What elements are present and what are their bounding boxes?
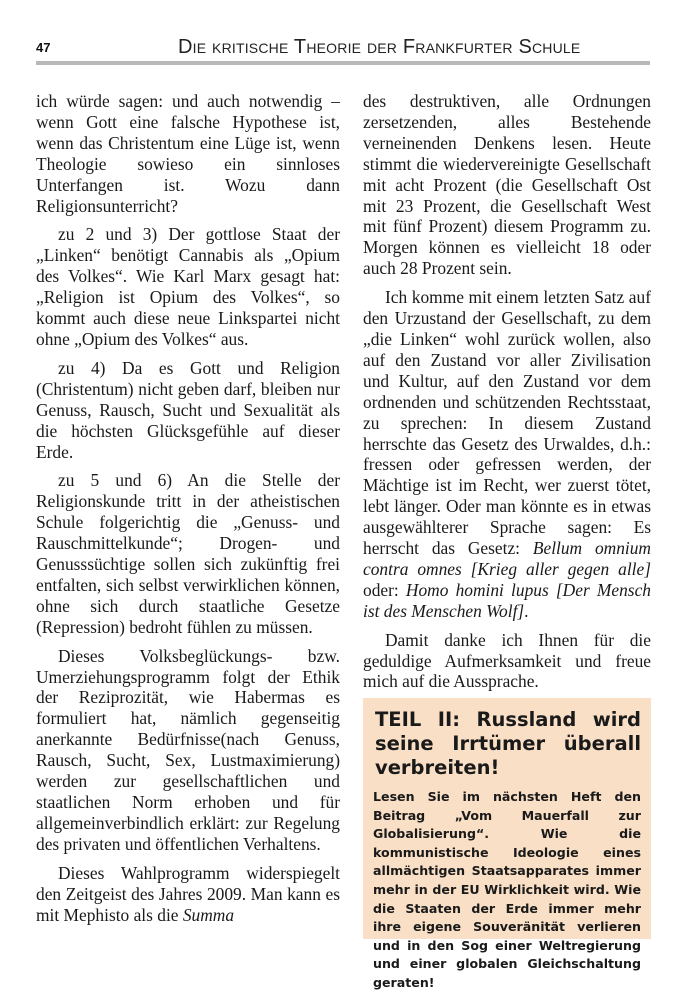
sentence-end: . <box>524 600 529 621</box>
header-rule <box>36 61 650 65</box>
paragraph: Dieses Volksbeglückungs- bzw. Umerziehungsprogramm folgt der Ethik der Reziprozität, wie Habermas es formuliert hat, nämlich gegenseitig anerkannte Bedürfnisse(nach Genuss, Rausch, Sucht, Sex, Lustmaximierung) werden zur gesellschaftlichen und staatlichen Norm erhoben und für allgemeinverbindlich erklärt: zur Regelung des privaten und öffentlichen Verhaltens. <box>36 645 340 854</box>
paragraph: zu 4) Da es Gott und Religion (Christentum) nicht geben darf, bleiben nur Genuss, Rausch, Sucht und Sexualität als die höchsten Glücksgefühle auf dieser Erde. <box>36 357 340 462</box>
paragraph: des destruktiven, alle Ordnungen zersetzenden, alles Bestehende verneinenden Denkens lesen. Heute stimmt die wiedervereinigte Gesellschaft mit acht Prozent (die Gesellschaft Ost mit 23 Prozent, die Gesellschaft West mit fünf Prozent) diesem Programm zu. Morgen können es vielleicht 18 oder auch 28 Prozent sein. <box>363 91 651 279</box>
paragraph-text: Dieses Wahlprogramm widerspiegelt den Zeitgeist des Jahres 2009. Man kann es mit Mephisto als die <box>36 862 340 925</box>
latin-quote-1: Bellum omnium contra omnes [Krieg aller gegen alle] <box>363 538 651 579</box>
teaser-box <box>363 698 651 990</box>
latin-quote-2: Homo homini lupus [Der Mensch ist des Menschen Wolf] <box>363 579 651 621</box>
paragraph: Damit danke ich Ihnen für die geduldige Aufmerksamkeit und freue mich auf die Aussprache. <box>363 629 651 692</box>
running-title: Die kritische Theorie der Frankfurter Schule <box>178 36 581 58</box>
paragraph-text: Ich komme mit einem letzten Satz auf den Urzustand der Gesellschaft, zu dem „die Linken“ wohl zurück wollen, also auf den Zustand vor aller Zivilisation und Kultur, auf den Zustand vor dem ordnenden und schützenden Rechtsstaat, zu sprechen: In diesem Zustand herrschte das Gesetz des Urwaldes, d.h.: fressen oder gefressen werden, der Mächtige ist im Recht, wer zuerst tötet, lebt länger. Oder man könnte es in etwas ausgewählterer Sprache sagen: Es herrscht das Gesetz: <box>363 287 651 559</box>
teaser-title: TEIL II: Russland wird seine Irrtümer überall verbreiten! <box>375 708 641 779</box>
paragraph: zu 5 und 6) An die Stelle der Religionskunde tritt in der atheistischen Schule folgerichtig die „Genuss- und Rauschmittelkunde“; Drogen- und Genusssüchtige sollen sich zukünftig frei entfalten, sich selbst verwirklichen können, ohne sich durch staatliche Gesetze (Repression) bedroht fühlen zu müssen. <box>36 470 340 637</box>
connector-text: oder: <box>363 579 399 600</box>
paragraph <box>363 287 651 622</box>
paragraph: ich würde sagen: und auch notwendig – wenn Gott eine falsche Hypothese ist, wenn das Christentum eine Lüge ist, wenn Theologie sowieso ein sinnloses Unterfangen ist. Wozu dann Religionsunterricht? <box>36 91 340 216</box>
italic-term: Summa <box>182 904 235 925</box>
paragraph: zu 2 und 3) Der gottlose Staat der „Linken“ benötigt Cannabis als „Opium des Volkes“. Wie Karl Marx gesagt hat: „Religion ist Opium des Volkes“, so kommt auch diese neue Linkspartei nicht ohne „Opium des Volkes“ aus. <box>36 224 340 349</box>
left-column <box>36 91 340 925</box>
right-column <box>363 91 651 692</box>
page-number: 47 <box>36 40 51 55</box>
paragraph <box>36 863 340 926</box>
teaser-body: Lesen Sie im nächsten Heft den Beitrag „Vom Mauerfall zur Globalisierung“. Wie die kommunistische Ideologie eines allmächtigen Staatsapparates immer mehr in der EU Wirklichkeit wird. Wie die Staaten der Erde immer mehr ihre eigene Souveränität verlieren und in den Sog einer Weltregierung und einer globalen Gleichschaltung geraten! <box>373 789 641 990</box>
